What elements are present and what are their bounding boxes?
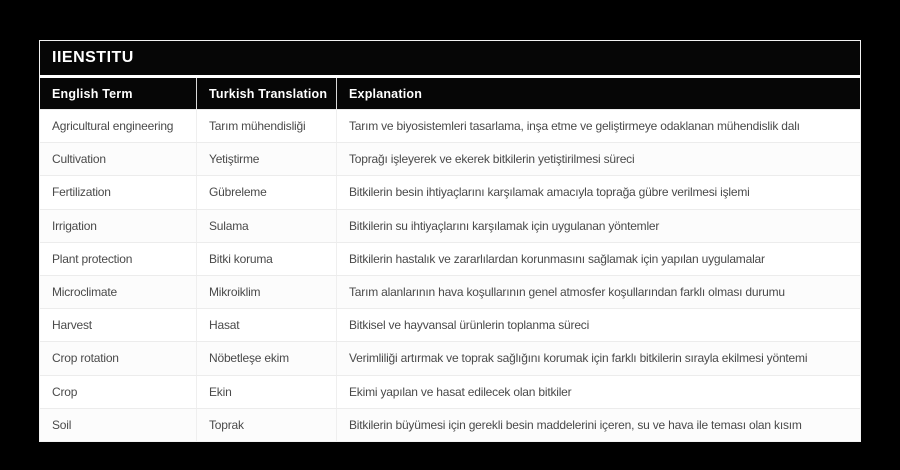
table-row [40, 275, 860, 308]
cell-english-term: Agricultural engineering [52, 119, 174, 134]
cell-explanation: Tarım ve biyosistemleri tasarlama, inşa etme ve geliştirmeye odaklanan mühendislik dalı [336, 110, 860, 142]
cell-explanation: Tarım alanlarının hava koşullarının genel atmosfer koşullarından farklı olması durumu [336, 276, 860, 308]
table-row [40, 209, 860, 242]
table-row [40, 142, 860, 175]
cell-turkish-translation: Bitki koruma [196, 243, 336, 275]
column-header-turkish-translation: Turkish Translation [196, 78, 336, 109]
column-header-english-term: English Term [52, 86, 133, 101]
cell-english-term: Irrigation [52, 218, 97, 233]
brand-title: IIENSTITU [52, 49, 134, 66]
table-row [40, 308, 860, 341]
cell-explanation: Bitkilerin besin ihtiyaçlarını karşılamak amacıyla toprağa gübre verilmesi işlemi [336, 176, 860, 208]
cell-explanation: Ekimi yapılan ve hasat edilecek olan bitkiler [336, 376, 860, 408]
cell-turkish-translation: Hasat [196, 309, 336, 341]
cell-explanation: Toprağı işleyerek ve ekerek bitkilerin yetiştirilmesi süreci [336, 143, 860, 175]
cell-turkish-translation: Nöbetleşe ekim [196, 342, 336, 374]
cell-explanation: Bitkilerin büyümesi için gerekli besin maddelerini içeren, su ve hava ile teması olan kısım [336, 409, 860, 441]
column-header-explanation: Explanation [336, 78, 860, 109]
cell-turkish-translation: Gübreleme [196, 176, 336, 208]
table-row [40, 375, 860, 408]
table-row [40, 109, 860, 142]
cell-explanation: Bitkilerin su ihtiyaçlarını karşılamak için uygulanan yöntemler [336, 210, 860, 242]
cell-explanation: Bitkisel ve hayvansal ürünlerin toplanma süreci [336, 309, 860, 341]
cell-english-term: Plant protection [52, 251, 133, 266]
cell-english-term: Soil [52, 417, 72, 432]
cell-english-term: Fertilization [52, 185, 111, 200]
cell-explanation: Bitkilerin hastalık ve zararlılardan korunmasını sağlamak için yapılan uygulamalar [336, 243, 860, 275]
table-title-bar [40, 41, 860, 78]
cell-turkish-translation: Tarım mühendisliği [196, 110, 336, 142]
table-row [40, 242, 860, 275]
table-row [40, 175, 860, 208]
table-row [40, 341, 860, 374]
table-row [40, 408, 860, 441]
cell-english-term: Harvest [52, 318, 92, 333]
cell-explanation: Verimliliği artırmak ve toprak sağlığını korumak için farklı bitkilerin sırayla ekilmesi yöntemi [336, 342, 860, 374]
cell-turkish-translation: Toprak [196, 409, 336, 441]
cell-english-term: Crop rotation [52, 351, 119, 366]
cell-turkish-translation: Sulama [196, 210, 336, 242]
cell-english-term: Crop [52, 384, 78, 399]
cell-turkish-translation: Ekin [196, 376, 336, 408]
terms-table [39, 40, 861, 442]
cell-english-term: Microclimate [52, 285, 117, 300]
table-body [40, 109, 860, 441]
table-header-row [40, 78, 860, 109]
cell-turkish-translation: Mikroiklim [196, 276, 336, 308]
cell-turkish-translation: Yetiştirme [196, 143, 336, 175]
cell-english-term: Cultivation [52, 152, 106, 167]
